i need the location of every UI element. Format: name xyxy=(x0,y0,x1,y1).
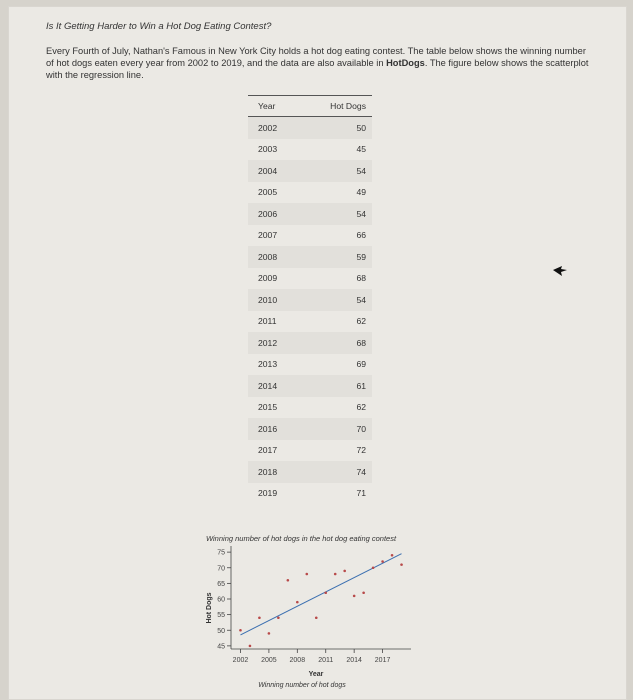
column-header-hotdogs: Hot Dogs xyxy=(330,101,366,111)
y-tick-label: 65 xyxy=(217,580,225,588)
cell-hotdogs: 71 xyxy=(356,488,366,499)
dataset-name: HotDogs xyxy=(386,58,425,68)
cell-year: 2017 xyxy=(258,445,278,456)
cell-year: 2015 xyxy=(258,402,278,413)
cell-year: 2016 xyxy=(258,423,278,434)
cell-year: 2014 xyxy=(258,380,278,391)
y-tick-label: 55 xyxy=(217,612,225,620)
data-point xyxy=(334,573,337,576)
data-point xyxy=(353,595,356,598)
cell-year: 2011 xyxy=(258,316,277,327)
cell-hotdogs: 72 xyxy=(356,445,366,456)
cell-year: 2008 xyxy=(258,251,278,262)
data-point xyxy=(315,616,318,619)
y-tick-label: 75 xyxy=(217,549,225,557)
cell-year: 2006 xyxy=(258,208,278,219)
cell-hotdogs: 68 xyxy=(356,273,366,284)
data-point xyxy=(258,616,261,619)
column-header-year: Year xyxy=(258,101,276,111)
cell-hotdogs: 74 xyxy=(356,466,366,477)
data-point xyxy=(296,601,299,604)
y-tick-label: 60 xyxy=(217,596,225,604)
cell-hotdogs: 54 xyxy=(356,208,366,219)
data-point xyxy=(287,579,290,582)
cell-hotdogs: 54 xyxy=(356,294,366,305)
cell-year: 2019 xyxy=(258,488,278,499)
cell-year: 2013 xyxy=(258,359,278,370)
data-point xyxy=(249,645,252,648)
regression-line xyxy=(240,554,401,635)
x-tick-label: 2011 xyxy=(318,657,334,664)
data-point xyxy=(305,573,308,576)
y-tick-label: 70 xyxy=(217,565,225,573)
y-tick-label: 45 xyxy=(217,643,225,651)
x-tick-label: 2005 xyxy=(261,657,277,664)
cell-hotdogs: 61 xyxy=(356,380,366,391)
x-tick-label: 2017 xyxy=(374,657,391,664)
cell-year: 2002 xyxy=(258,122,278,133)
chart-title: Winning number of hot dogs in the hot dog eating contest xyxy=(206,534,397,543)
cell-year: 2005 xyxy=(258,187,278,198)
cell-hotdogs: 69 xyxy=(356,359,366,370)
y-tick-label: 50 xyxy=(217,627,225,635)
chart-caption: Winning number of hot dogs xyxy=(258,682,346,689)
cell-year: 2004 xyxy=(258,165,278,176)
cell-year: 2009 xyxy=(258,273,278,284)
cell-year: 2007 xyxy=(258,230,278,241)
intro-text-2: . The figure below shows the scatterplot with the regression line. xyxy=(46,58,589,80)
cell-hotdogs: 68 xyxy=(356,337,366,348)
x-axis-label: Year xyxy=(308,671,324,678)
cell-year: 2018 xyxy=(258,466,278,477)
cell-hotdogs: 49 xyxy=(356,187,366,198)
data-point xyxy=(277,616,280,619)
question-title: Is It Getting Harder to Win a Hot Dog Eating Contest? xyxy=(46,21,272,32)
data-point xyxy=(400,563,403,566)
x-tick-label: 2008 xyxy=(289,657,306,664)
cell-hotdogs: 62 xyxy=(356,316,366,327)
cell-hotdogs: 45 xyxy=(356,144,366,155)
data-point xyxy=(372,566,375,569)
data-point xyxy=(362,591,365,594)
data-point xyxy=(343,570,346,573)
data-point xyxy=(239,629,242,632)
cell-hotdogs: 59 xyxy=(356,251,366,262)
cell-hotdogs: 50 xyxy=(356,122,366,133)
cell-year: 2003 xyxy=(258,144,278,155)
intro-text-1: Every Fourth of July, Nathan's Famous in New York City holds a hot dog eating contest. The table below shows the winning number of hot dogs eaten every year from 2002 to 2019, and the data are also available in xyxy=(46,46,586,68)
data-point xyxy=(391,554,394,557)
cell-year: 2012 xyxy=(258,337,278,348)
cell-hotdogs: 54 xyxy=(356,165,366,176)
x-tick-label: 2014 xyxy=(346,657,362,664)
y-axis-label: Hot Dogs xyxy=(206,592,213,624)
cell-hotdogs: 66 xyxy=(356,230,366,241)
cell-hotdogs: 62 xyxy=(356,402,366,413)
data-point xyxy=(381,560,384,563)
cell-year: 2010 xyxy=(258,294,278,305)
cell-hotdogs: 70 xyxy=(356,423,366,434)
x-tick-label: 2002 xyxy=(232,657,249,664)
data-point xyxy=(324,591,327,594)
data-point xyxy=(268,632,271,635)
